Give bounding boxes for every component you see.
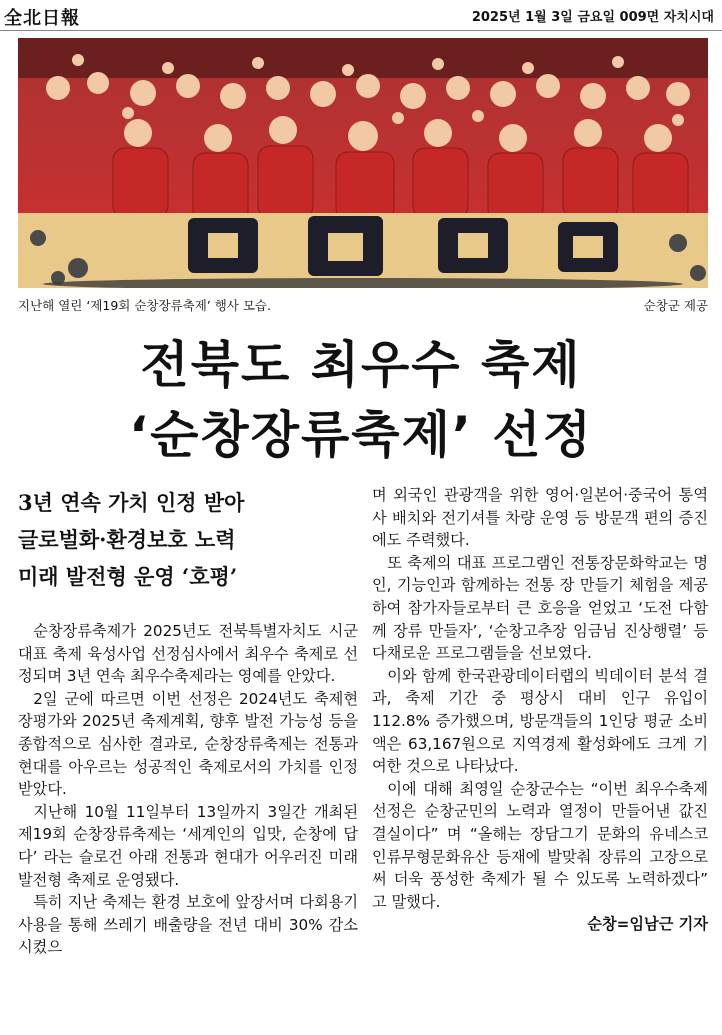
article-column-left [18, 620, 358, 959]
article-paragraph-4b: 며 외국인 관광객을 위한 영어·일본어·중국어 통역사 배치와 전기셔틀 차량 운영 등 방문객 편의 증진에도 주력했다. [372, 486, 708, 550]
subheadline-line-2: 글로벌화·환경보호 노력 [18, 527, 236, 552]
article-paragraph-4a: 특히 지난 축제는 환경 보호에 앞장서며 다회용기 사용을 통해 쓰레기 배출량을 전년 대비 30% 감소시켰으 [18, 893, 358, 957]
article-column-right [372, 484, 708, 936]
festival-photo [18, 38, 708, 288]
photo-caption: 지난해 열린 ‘제19회 순창장류축제’ 행사 모습. [18, 298, 271, 313]
newspaper-logo: 全北日報 [4, 8, 80, 29]
headline-line-1: 전북도 최우수 축제 [140, 336, 582, 394]
subheadline [18, 484, 358, 595]
subheadline-line-3: 미래 발전형 운영 ‘호평’ [18, 564, 238, 589]
masthead [0, 0, 722, 31]
headline-line-2: ‘순창장류축제’ 선정 [129, 406, 593, 464]
subheadline-line-1: 3년 연속 가치 인정 받아 [18, 490, 245, 515]
byline: 순창=임남근 기자 [587, 915, 708, 934]
photo-credit: 순창군 제공 [643, 298, 708, 313]
article-paragraph-2: 2일 군에 따르면 이번 선정은 2024년도 축제현장평가와 2025년 축제계획, 향후 발전 가능성 등을 종합적으로 심사한 결과로, 순창장류축제는 전통과 현대를 아우르는 성공적인 축제로서의 가치를 인정받았다. [18, 689, 358, 799]
dateline: 2025년 1월 3일 금요일 009면 자치시대 [471, 10, 714, 25]
article-paragraph-1: 순창장류축제가 2025년도 전북특별자치도 시군 대표 축제 육성사업 선정심사에서 최우수 축제로 선정되며 3년 연속 최우수축제라는 영예를 안았다. [18, 622, 358, 686]
article-paragraph-6: 이와 함께 한국관광데이터랩의 빅데이터 분석 결과, 축제 기간 중 평상시 대비 인구 유입이 112.8% 증가했으며, 방문객들의 1인당 평균 소비액은 63,167원으로 지역경제 활성화에도 크게 기여한 것으로 나타났다. [372, 666, 708, 776]
festival-crowd-image [18, 38, 708, 288]
article-paragraph-3: 지난해 10월 11일부터 13일까지 3일간 개최된 제19회 순창장류축제는 ‘세계인의 입맛, 순창에 답다’ 라는 슬로건 아래 전통과 현대가 어우러진 미래 발전형 축제로 운영됐다. [18, 802, 358, 889]
article-paragraph-5: 또 축제의 대표 프로그램인 전통장문화학교는 명인, 기능인과 함께하는 전통 장 만들기 체험을 제공하여 참가자들로부터 큰 호응을 얻었고 ‘도전 다함께 장류 만들자’, ‘순창고추장 임금님 진상행렬’ 등 다채로운 프로그램들을 선보였다. [372, 553, 708, 663]
article-paragraph-7: 이에 대해 최영일 순창군수는 “이번 최우수축제 선정은 순창군민의 노력과 열정이 만들어낸 값진 결실이다” 며 “올해는 장담그기 문화의 유네스코 인류무형문화유산 등재에 발맞춰 장류의 고장으로써 더욱 풍성한 축제가 될 수 있도록 노력하겠다” 고 말했다. [372, 779, 708, 911]
